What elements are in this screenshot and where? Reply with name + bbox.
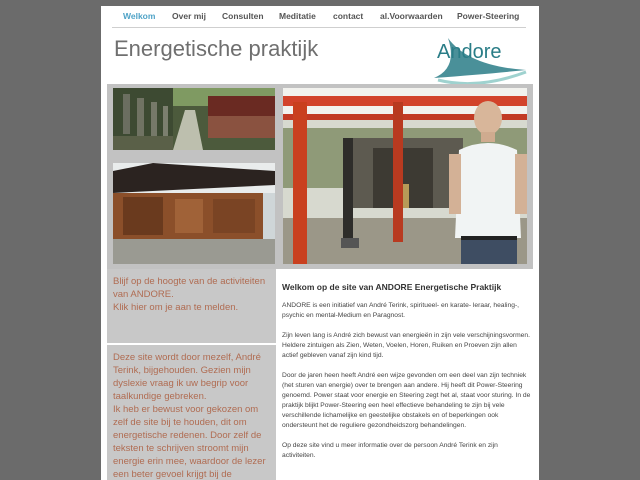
main-nav xyxy=(101,6,539,28)
logo-text: Andore xyxy=(437,41,502,63)
temple-building-photo xyxy=(113,163,275,264)
nav-algemene-voorwaarden[interactable]: al.Voorwaarden xyxy=(380,11,443,21)
photo-gallery xyxy=(107,84,533,269)
temple-lanterns-photo xyxy=(113,88,275,150)
content-paragraph: Op deze site vind u meer informatie over de persoon André Terink en zijn activiteiten. xyxy=(282,442,498,459)
nav-consulten[interactable]: Consulten xyxy=(222,11,264,21)
nav-contact[interactable]: contact xyxy=(333,11,364,21)
andore-logo[interactable] xyxy=(428,30,528,84)
nav-over-mij[interactable]: Over mij xyxy=(172,11,207,21)
nav-meditatie[interactable]: Meditatie xyxy=(279,11,316,21)
portrait-at-shrine-photo xyxy=(283,88,527,264)
content-paragraph: ANDORE is een initiatief van André Terink, spiritueel- en karate- leraar, healing-, psychic en mental-Medium en Paragnost. xyxy=(282,302,520,319)
nav-divider xyxy=(112,27,526,28)
content-paragraph: Zijn leven lang is André zich bewust van energieën in zijn vele verschijningsvormen. Heldere zintuigen als Zien, Weten, Voelen, Horen, Ruiken en Proeven zijn allen actief gebleven vanaf zijn kind tijd. xyxy=(282,332,530,359)
nav-welkom[interactable]: Welkom xyxy=(123,11,156,21)
page-title: Energetische praktijk xyxy=(114,36,319,61)
about-site-text: Deze site wordt door mezelf, André Terink, bijgehouden. Gezien mijn dyslexie vraag ik uw begrip voor taalkundige gebreken. Ik heb er bewust voor gekozen om zelf de site bij te houden, dit om energetische redenen. Door zelf de teksten te schrijven stroomt mijn energie erin mee, waardoor de lezer een beter gevoel krijgt bij de xyxy=(113,352,266,480)
about-site-box xyxy=(107,345,276,480)
main-content xyxy=(282,282,531,471)
page-container xyxy=(101,6,539,480)
welcome-heading: Welkom op de site van ANDORE Energetische Praktijk xyxy=(282,282,502,292)
nav-power-steering[interactable]: Power-Steering xyxy=(457,11,520,21)
newsletter-text[interactable]: Blijf op de hoogte van de activiteiten van ANDORE. Klik hier om je aan te melden. xyxy=(113,276,266,313)
newsletter-signup-box[interactable] xyxy=(107,269,276,343)
content-paragraph: Door de jaren heen heeft André een wijze gevonden om een deel van zijn techniek (het sturen van energie) over te brengen aan andere. Hij heeft dit Power-Steering genoemd. Power staat voor energie en Steering zegt het al, staat voor sturing. In de praktijk blijkt Power-Steering een heel effectieve behandeling te zijn bij vele verschillende lichamelijke en geestelijke obstakels en of beperkingen ook ondersteunt het de reguliere gezondheidszorg behandelingen. xyxy=(282,372,531,429)
